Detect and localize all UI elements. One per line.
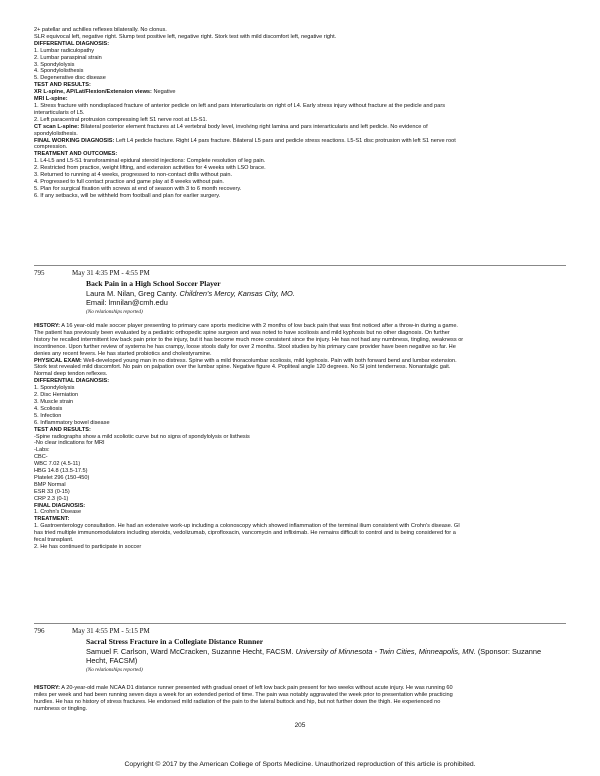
list-item: WBC 7.02 (4.5-11) <box>34 461 81 468</box>
list-item: 2. He has continued to participate in soccer <box>34 544 142 550</box>
list-item: 4. Progressed to full contact practice and game play at 8 weeks without pain. <box>34 178 224 185</box>
section-divider <box>34 623 566 624</box>
text-line: incontinence. Upon further review of systems he has crampy, loose stools daily for over 2 months. Stool studies by his primary care provider have been negative so far. He <box>34 343 456 350</box>
list-item: 5. Infection <box>34 412 62 419</box>
text-line: miles per week and had been running seven days a week for an extended period of time. The pain was notably aggravated the week prior to presentation while practicing <box>34 691 453 698</box>
history-block: HISTORY: A 16 year-old male soccer player presenting to primary care sports medicine with 2 months of low back pain that was first noticed after a throw-in during a game. The patient has previously been evaluated by a pediatric orthopedic spine surgeon and was noted to have scoliosis and mild kyphosis but no other diagnosis. On further history he recalled intermittent low back pain prior to the injury, but it has become much more consistent since the injury. He has not had any numbness, tingling, weakness or incontinence. Upon further review of systems he has crampy, loose stools daily for over 2 months. Stool studies by his primary care provider have been negative so far. He denies any recent fevers. He has started probiotics and cholestyramine. <box>34 323 566 358</box>
section-divider <box>34 265 566 266</box>
treatment-label: TREATMENT: <box>34 516 70 523</box>
abstract-795-body <box>34 323 566 551</box>
physical-exam-block: PHYSICAL EXAM: Well-developed young man in no distress. Spine with a mild thoracolumbar scoliosis, mild kyphosis. Pain with both forward bend and lumbar extension. Stork test revealed mild discomfort. No pain on palpation over the lumbar spine. Negative figure 4. Popliteal angle 120 degrees. No SI joint tenderness. Nonantalgic gait. Normal deep tendon reflexes. <box>34 358 566 379</box>
treatment-list <box>34 523 566 551</box>
abstract-title: Sacral Stress Fracture in a Collegiate Distance Runner <box>86 637 264 646</box>
abstract-795-header <box>34 269 566 321</box>
text-line: 5. Degenerative disc disease <box>34 75 106 82</box>
copyright-footer: Copyright © 2017 by the American College of Sports Medicine. Unauthorized reproduction of this article is prohibited. <box>124 761 476 768</box>
list-item: 3. Returned to running at 4 weeks, progressed to non-contact drills without pain. <box>34 172 233 179</box>
text-line: The patient has previously been evaluated by a pediatric orthopedic spine surgeon and was noted to have scoliosis and mild kyphosis but no other diagnosis. On further <box>34 329 450 336</box>
text-line: 1. Lumbar radiculopathy <box>34 47 95 54</box>
abstract-time: May 31 4:55 PM - 5:15 PM <box>72 627 150 635</box>
text-line: denies any recent fevers. He has started probiotics and cholestyramine. <box>34 350 212 357</box>
list-item: has tried multiple immunomodulators including steroids, vedolizumab, ciprofloxacin, vancomycin and infliximab. He remains difficult to control and is being considered for a <box>34 530 456 537</box>
list-item: -No clear indications for MRI <box>34 440 105 447</box>
top-lines <box>34 27 566 89</box>
text-line: TEST AND RESULTS: <box>34 82 91 89</box>
text-line: 4. Spondylolisthesis <box>34 68 84 75</box>
list-item: ESR 33 (0-15) <box>34 488 70 495</box>
list-item: Platelet 296 (150-450) <box>34 474 90 481</box>
mri-label: MRI L-spine: <box>34 96 68 103</box>
list-item: -Spine radiographs show a mild scoliotic curve but no signs of spondylolysis or listhesis <box>34 433 250 440</box>
list-item: fecal transplant. <box>34 537 74 544</box>
list-item: 1. L4-L5 and L5-S1 transforaminal epidural steroid injections: Complete resolution of leg pain. <box>34 158 266 165</box>
abstract-number: 795 <box>34 269 45 277</box>
ct-block: CT scan L-spine: Bilateral posterior element fractures at L4 vertebral body level, involving right lamina and pars interarticularis and left pedicle. No evidence of spondylolisthesis. <box>34 124 566 138</box>
top-treatment-label: TREATMENT AND OUTCOMES: <box>34 151 118 158</box>
test-results-label: TEST AND RESULTS: <box>34 426 91 433</box>
differential-label: DIFFERENTIAL DIAGNOSIS: <box>34 378 110 385</box>
list-item: 1. Spondylolysis <box>34 385 75 392</box>
list-item: -Labs: <box>34 447 50 454</box>
text-line: 3. Spondylolysis <box>34 61 75 68</box>
text-line: hurdles. He has no history of stress fractures. He endorsed mild radiation of the pain to the lateral buttock and hip, but not further down the thigh. He experienced no <box>34 698 441 705</box>
list-item: 2. Disc Herniation <box>34 392 79 399</box>
text-line: Stork test revealed mild discomfort. No pain on palpation over the lumbar spine. Negative figure 4. Popliteal angle 120 degrees. No SI joint tenderness. Nonantalgic gait. <box>34 364 451 371</box>
list-item: 5. Plan for surgical fixation with screws at end of season with 3 to 6 month recovery. <box>34 185 242 192</box>
list-item: 2. Restricted from practice, weight lifting, and extension activities for 4 weeks with LSO brace. <box>34 165 266 172</box>
list-item: BMP Normal <box>34 481 66 488</box>
relationships-note: (No relationships reported) <box>86 667 143 673</box>
list-item: CRP 2.3 (0-1) <box>34 495 69 502</box>
text-line: 2. Left paracentral protrusion compressing left S1 nerve root at L5-S1. <box>34 116 208 123</box>
xr-line: XR L-spine, AP/Lat/Flexion/Extension views: Negative <box>34 89 176 96</box>
text-line: Well-developed young man in no distress. Spine with a mild thoracolumbar scoliosis, mild kyphosis. Pain with both forward bend and lumbar extension. <box>81 357 457 364</box>
fwd-block: FINAL WORKING DIAGNOSIS: Left L4 pedicle fracture. Right L4 pars fracture. Bilateral L5 pars and pedicle stress reactions. L5-S1 disc protrusion with left S1 nerve root compression. <box>34 138 566 152</box>
abstract-number: 796 <box>34 627 45 635</box>
differential-list <box>34 385 566 426</box>
list-item: CBC- <box>34 454 48 461</box>
history-block: HISTORY: A 20-year-old male NCAA D1 distance runner presented with gradual onset of left low back pain present for two weeks without acute injury. He was running 60 miles per week and had been running seven days a week for an extended period of time. The pain was notably aggravated the week prior to presentation while practicing hurdles. He has no history of stress fractures. He endorsed mild radiation of the pain to the lateral buttock and hip, but not further down the thigh. He experienced no numbness or tingling. <box>34 685 566 713</box>
abstract-796-body <box>34 685 566 713</box>
list-item: 6. If any setbacks, will be withheld from football and plan for earlier surgery. <box>34 192 221 199</box>
previous-abstract-continuation <box>34 27 566 200</box>
text-line: 2+ patellar and achilles reflexes bilaterally. No clonus. <box>34 27 167 33</box>
top-treatment-list <box>34 158 566 199</box>
text-line: 2. Lumbar paraspinal strain <box>34 54 102 61</box>
text-line: spondylolisthesis. <box>34 130 78 137</box>
relationships-note: (No relationships reported) <box>86 309 143 315</box>
text-line: DIFFERENTIAL DIAGNOSIS: <box>34 40 110 47</box>
list-item: 1. Crohn's Disease <box>34 509 82 516</box>
text-line: Bilateral posterior element fractures at L4 vertebral body level, involving right lamina and pars interarticularis and left pedicle. No evidence of <box>79 123 428 130</box>
text-line: numbness or tingling. <box>34 705 88 712</box>
list-item: 6. Inflammatory bowel disease <box>34 419 110 426</box>
list-item: 4. Scoliosis <box>34 405 63 412</box>
text-line: 1. Stress fracture with nondisplaced fracture of anterior pedicle on left and pars interarticularis on right of L4. Early stress injury without fracture at the pedicle and pars <box>34 102 446 109</box>
abstract-time: May 31 4:35 PM - 4:55 PM <box>72 269 150 277</box>
text-line: interarticularis of L5. <box>34 109 85 116</box>
abstract-email: Email: lmnilan@cmh.edu <box>86 298 168 307</box>
text-line: history he recalled intermittent low back pain prior to the injury, but it has become much more consistent since the injury. He has not had any numbness, tingling, weakness or <box>34 336 464 343</box>
final-diagnosis-list <box>34 509 566 516</box>
abstract-title: Back Pain in a High School Soccer Player <box>86 279 221 288</box>
list-item: 1. Gastroenterology consultation. He had an extensive work-up including a colonoscopy which showed inflammation of the terminal ilium consistent with Crohn's disease. GI <box>34 523 460 530</box>
test-results-list <box>34 434 566 503</box>
abstract-authors: Samuel F. Carlson, Ward McCracken, Suzanne Hecht, FACSM. University of Minnesota - Twin Cities, Minneapolis, MN. (Sponsor: Suzanne <box>86 647 542 656</box>
abstract-796-header <box>34 627 566 685</box>
abstract-sponsor-cont: Hecht, FACSM) <box>86 656 138 665</box>
abstract-authors: Laura M. Nilan, Greg Canty. Children's Mercy, Kansas City, MO. <box>86 289 295 298</box>
mri-lines <box>34 103 566 124</box>
page-number: 205 <box>294 722 306 729</box>
list-item: HBG 14.8 (13.5-17.5) <box>34 468 88 475</box>
text-line: SLR equivocal left, negative right. Slump test positive left, negative right. Stork test with mild discomfort left, negative right. <box>34 33 337 40</box>
text-line: Normal deep tendon reflexes. <box>34 371 108 378</box>
text-line: Left L4 pedicle fracture. Right L4 pars fracture. Bilateral L5 pars and pedicle stress reactions. L5-S1 disc protrusion with left S1 nerve root <box>114 137 456 144</box>
final-diagnosis-label: FINAL DIAGNOSIS: <box>34 502 86 509</box>
text-line: A 16 year-old male soccer player presenting to primary care sports medicine with 2 months of low back pain that was first noticed after a throw-in during a game. <box>60 323 458 329</box>
list-item: 3. Muscle strain <box>34 398 74 405</box>
text-line: A 20-year-old male NCAA D1 distance runner presented with gradual onset of left low back pain present for two weeks without acute injury. He was running 60 <box>60 685 453 691</box>
text-line: compression. <box>34 144 68 151</box>
